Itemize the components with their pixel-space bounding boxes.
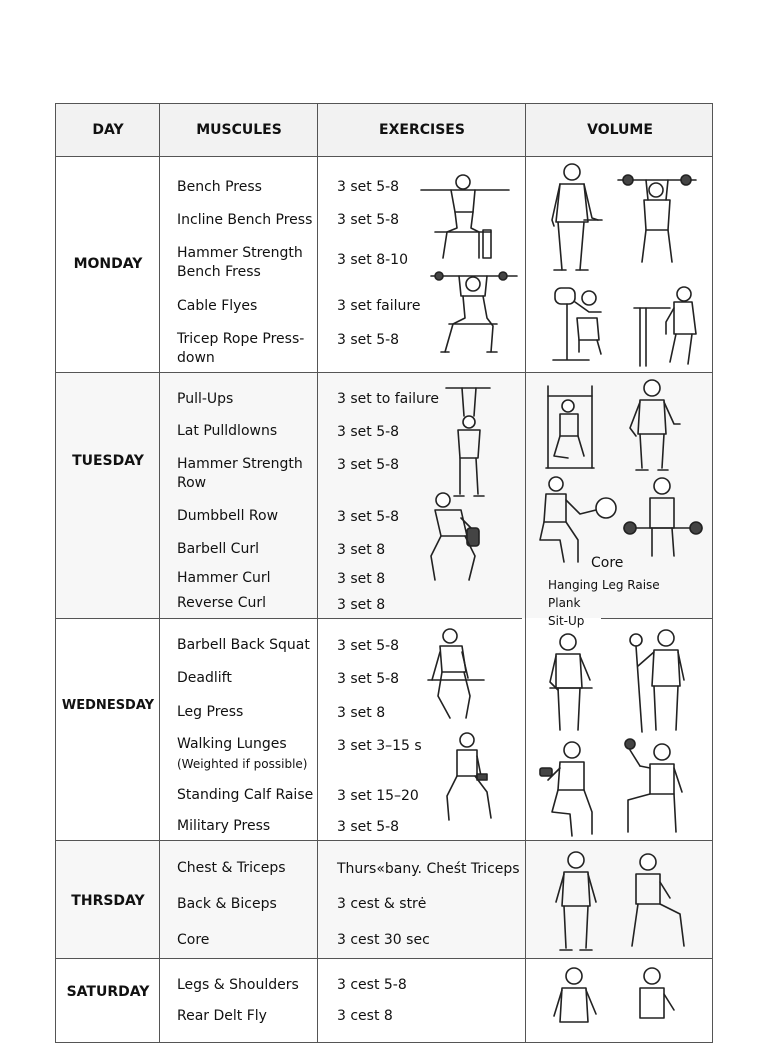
day-saturday: SATURDAY	[66, 984, 150, 1000]
core-item: Plank	[548, 596, 581, 610]
monday-exercise: Hammer Strength Bench Fress	[177, 245, 303, 280]
monday-exercise: Tricep Rope Press-down	[177, 331, 305, 366]
monday-exercise: Incline Bench Press	[177, 212, 313, 228]
wednesday-volume: 3 set 15–20	[337, 788, 419, 804]
tuesday-exercise: Hammer Strength Row	[177, 456, 303, 491]
core-item: Sit-Up	[548, 614, 585, 628]
tuesday-volume: 3 set to failure	[337, 391, 439, 407]
thursday-exercise: Core	[177, 932, 210, 948]
squat-row-figure-icon	[421, 492, 487, 582]
wednesday-volume: 3 set 3–15 s	[337, 738, 422, 754]
seated-man-figure-icon	[626, 852, 690, 952]
standing-man-figure-icon	[622, 378, 682, 474]
tuesday-volume: 3 set 8	[337, 542, 386, 558]
monday-volume: 3 set 5-8	[337, 332, 400, 348]
monday-volume: 3 set 5-8	[337, 212, 400, 228]
wednesday-exercise: Barbell Back Squat	[177, 637, 310, 653]
resistance-band-figure-icon	[624, 626, 694, 736]
barbell-deadlift-figure-icon	[622, 476, 704, 560]
column-divider	[317, 104, 318, 1042]
lunge-figure-icon	[441, 730, 501, 824]
tuesday-exercise: Reverse Curl	[177, 595, 267, 611]
pull-up-figure-icon	[436, 382, 496, 502]
monday-exercise: Bench Press	[177, 179, 262, 195]
saturday-exercise: Rear Delt Fly	[177, 1008, 267, 1024]
wednesday-volume: 3 set 8	[337, 705, 386, 721]
dumbbell-curl-figure-icon	[538, 740, 602, 838]
lunge-note: (Weighted if possible)	[177, 757, 308, 771]
tuesday-exercise: Pull-Ups	[177, 391, 234, 407]
barbell-curl-figure-icon	[616, 166, 698, 266]
thursday-volume: Thurs«bany. Cheśt Triceps	[337, 861, 520, 877]
tuesday-exercise: Barbell Curl	[177, 541, 259, 557]
standing-man-figure-icon	[548, 966, 608, 1046]
day-monday: MONDAY	[73, 256, 143, 272]
header-volume: VOLUME	[587, 122, 653, 138]
tuesday-volume: 3 set 5-8	[337, 509, 400, 525]
tuesday-volume: 3 set 8	[337, 597, 386, 613]
day-thursday: THRSDAY	[71, 893, 145, 909]
column-divider	[525, 104, 526, 1042]
seated-man-figure-icon	[626, 966, 686, 1046]
standing-man-figure-icon	[548, 850, 608, 954]
saturday-volume: 3 cest 8	[337, 1008, 393, 1024]
tuesday-exercise: Lat Pulldlowns	[177, 423, 278, 439]
saturday-volume: 3 cest 5-8	[337, 977, 407, 993]
day-wednesday: WEDNESDAY	[61, 697, 155, 713]
monday-volume: 3 set failure	[337, 298, 421, 314]
seated-press-figure-icon	[421, 172, 511, 262]
seated-barbell-figure-icon	[431, 262, 519, 354]
header-exercises: EXERCISES	[379, 122, 465, 138]
tuesday-exercise: Hammer Curl	[177, 570, 271, 586]
wednesday-volume: 3 set 5-8	[337, 671, 400, 687]
wednesday-exercise: Walking Lunges	[177, 736, 287, 752]
wednesday-exercise: Military Press	[177, 818, 271, 834]
day-tuesday: TUESDAY	[72, 453, 144, 469]
tuesday-exercise: Dumbbell Row	[177, 508, 279, 524]
dip-station-figure-icon	[630, 282, 710, 370]
seated-dumbbell-figure-icon	[616, 736, 692, 838]
thursday-volume: 3 cest & strė	[337, 896, 427, 912]
monday-volume: 3 set 8-10	[337, 252, 408, 268]
saturday-exercise: Legs & Shoulders	[177, 977, 299, 993]
wednesday-volume: 3 set 5-8	[337, 819, 400, 835]
workout-table	[55, 103, 713, 1043]
header-day: DAY	[92, 122, 124, 138]
wednesday-exercise: Standing Calf Raise	[177, 787, 314, 803]
standing-man-figure-icon	[544, 632, 604, 736]
monday-exercise: Cable Flyes	[177, 298, 258, 314]
monday-volume: 3 set 5-8	[337, 179, 400, 195]
wednesday-exercise: Deadlift	[177, 670, 232, 686]
thursday-exercise: Chest & Triceps	[177, 860, 286, 876]
row-divider	[601, 618, 712, 619]
tuesday-volume: 3 set 8	[337, 571, 386, 587]
seated-curl-figure-icon	[534, 474, 616, 566]
header-muscles: MUSCULES	[196, 122, 282, 138]
wednesday-volume: 3 set 5-8	[337, 638, 400, 654]
standing-man-figure-icon	[544, 162, 604, 274]
tuesday-volume: 3 set 5-8	[337, 424, 400, 440]
core-title: Core	[591, 555, 624, 571]
wednesday-exercise: Leg Press	[177, 704, 244, 720]
thursday-volume: 3 cest 30 sec	[337, 932, 430, 948]
chest-machine-figure-icon	[549, 282, 613, 368]
core-item: Hanging Leg Raise	[548, 578, 660, 592]
deadlift-figure-icon	[428, 626, 488, 722]
lat-machine-figure-icon	[544, 382, 600, 474]
tuesday-volume: 3 set 5-8	[337, 457, 400, 473]
thursday-exercise: Back & Biceps	[177, 896, 277, 912]
